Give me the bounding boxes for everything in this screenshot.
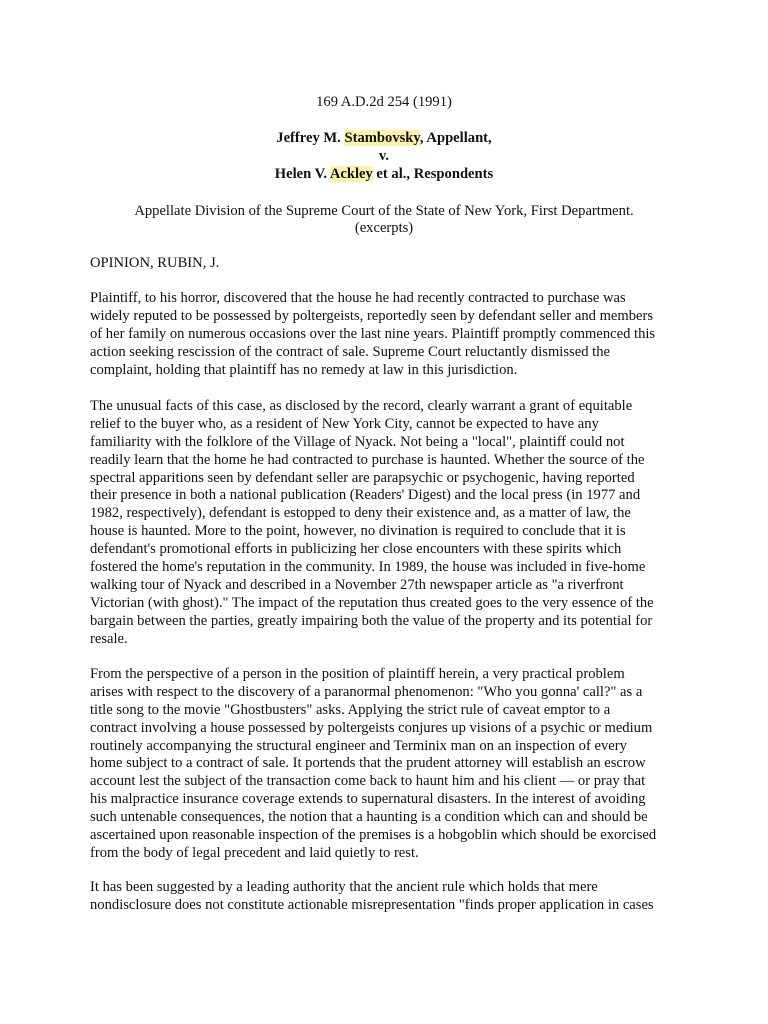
text-line: It has been suggested by a leading authority that the ancient rule which holds that mere [90,879,598,895]
text-line: fostered the home's reputation in the community. In 1989, the house was included in five-home [90,559,646,576]
text-line: house is haunted. More to the point, however, no divination is required to conclude that it is [90,523,626,540]
case-citation: 169 A.D.2d 254 (1991) [316,94,452,110]
paragraph-1 [90,290,690,379]
respondent-line [0,165,768,183]
text-line: relief to the buyer who, as a resident of New York City, cannot be expected to have any [90,415,599,432]
excerpts-note: (excerpts) [354,220,414,236]
text-line: of her family on numerous occasions over the last nine years. Plaintiff promptly commenced this [90,325,656,342]
text-line: familiarity with the folklore of the Village of Nyack. Not being a "local", plaintiff could not [90,433,625,450]
appellant-line [0,129,768,147]
appellant-name-highlight: Stambovsky [344,130,420,146]
text-line: walking tour of Nyack and described in a November 27th newspaper article as "a riverfront [90,576,624,593]
appellant-suffix: , Appellant, [419,130,492,146]
text-line: Victorian (with ghost)." The impact of the reputation thus created goes to the very essence of the [90,594,654,611]
text-line: From the perspective of a person in the position of plaintiff herein, a very practical problem [90,666,625,682]
text-line: account lest the subject of the transaction come back to haunt him and his client — or pray that [90,773,646,790]
versus-line: v. [378,148,390,164]
text-line: ascertained upon reasonable inspection of the premises is a hobgoblin which should be exorcised [90,827,657,844]
text-line: bargain between the parties, greatly impairing both the value of the property and its potential for [90,612,653,629]
text-line: complaint, holding that plaintiff has no remedy at law in this jurisdiction. [90,361,518,378]
opinion-heading-text: OPINION, RUBIN, J. [90,255,220,271]
paragraph-3 [90,666,690,863]
appellant-prefix: Jeffrey M. [276,130,345,146]
respondent-suffix: et al., Respondents [372,166,494,182]
text-line: resale. [90,630,128,647]
text-line: such untenable consequences, the notion that a haunting is a condition which can and should be [90,809,648,826]
text-line: spectral apparitions seen by defendant seller are parapsychic or psychogenic, having reported [90,469,635,486]
court-name: Appellate Division of the Supreme Court of the State of New York, First Department. [134,203,634,219]
text-line: defendant's promotional efforts in publicizing her close encounters with these spirits which [90,541,622,558]
text-line: contract involving a house possessed by poltergeists conjures up visions of a psychic or medium [90,719,653,736]
paragraph-4 [90,879,690,915]
text-line: nondisclosure does not constitute actionable misrepresentation "finds proper application in cases [90,896,654,913]
text-line: 1982, respectively), defendant is estopped to deny their existence and, as a matter of law, the [90,505,631,522]
text-line: his malpractice insurance coverage extends to supernatural disasters. In the interest of avoiding [90,791,646,808]
opinion-heading [90,255,690,273]
respondent-name-highlight: Ackley [329,166,373,182]
text-line: arises with respect to the discovery of a paranormal phenomenon: "Who you gonna' call?" as a [90,683,643,700]
text-line: routinely accompanying the structural engineer and Terminix man on an inspection of every [90,737,627,754]
text-line: their presence in both a national publication (Readers' Digest) and the local press (in 1977 and [90,487,641,504]
text-line: title song to the movie "Ghostbusters" asks. Applying the strict rule of caveat emptor to a [90,701,611,718]
text-line: widely reputed to be possessed by poltergeists, reportedly seen by defendant seller and members [90,307,654,324]
text-line: action seeking rescission of the contract of sale. Supreme Court reluctantly dismissed the [90,343,610,360]
text-line: home subject to a contract of sale. It portends that the prudent attorney will establish an escrow [90,755,646,772]
text-line: The unusual facts of this case, as disclosed by the record, clearly warrant a grant of equitable [90,398,633,414]
text-line: Plaintiff, to his horror, discovered that the house he had recently contracted to purchase was [90,290,626,306]
text-line: from the body of legal precedent and laid quietly to rest. [90,844,419,861]
text-line: readily learn that the home he had contracted to purchase is haunted. Whether the source of the [90,451,645,468]
paragraph-2 [90,398,690,648]
respondent-prefix: Helen V. [274,166,330,182]
